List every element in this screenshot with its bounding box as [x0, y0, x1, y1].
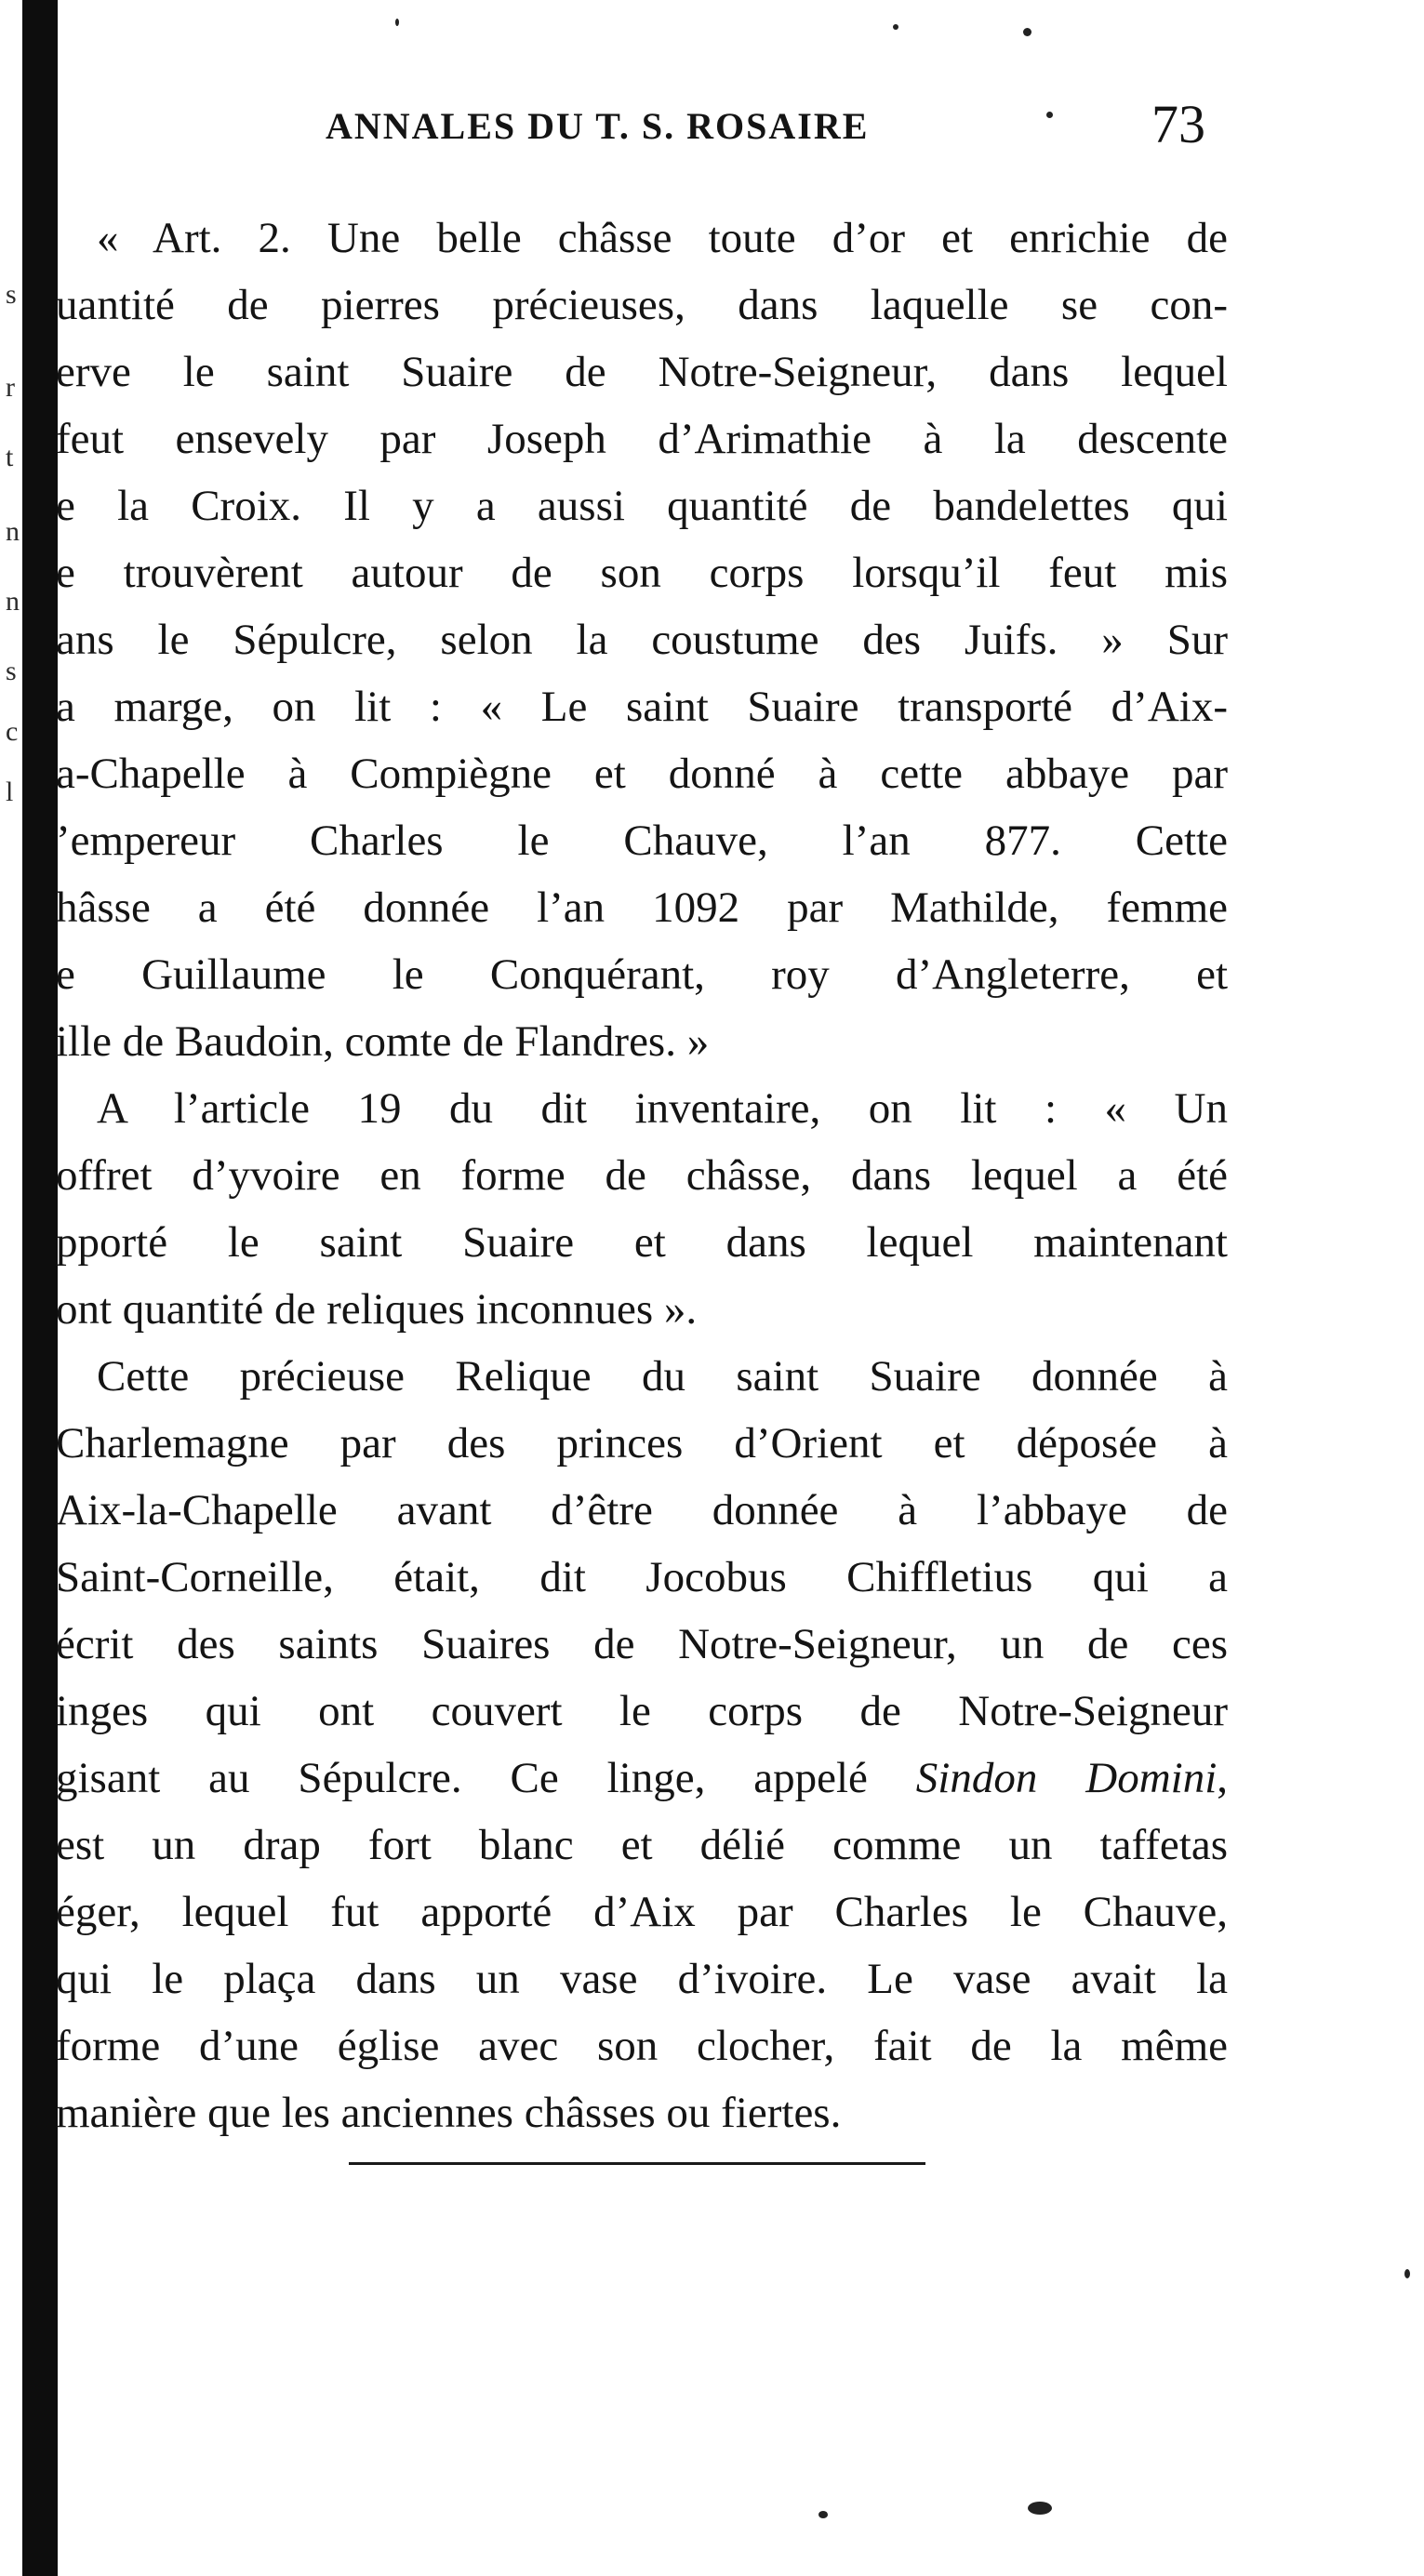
- text-line: [56, 740, 1228, 807]
- text-line-content: manière que les anciennes châsses ou fiertes.: [56, 2089, 842, 2137]
- text-line-content: écrit des saints Suaires de Notre-Seigneur, un de ces: [56, 1620, 1228, 1668]
- text-line-content: A l’article 19 du dit inventaire, on lit : « Un: [97, 1084, 1228, 1133]
- text-line-content: e trouvèrent autour de son corps lorsqu’il feut mis: [56, 549, 1228, 597]
- text-line-tail: ,: [1217, 1754, 1228, 1802]
- text-line-content: ont quantité de reliques inconnues ».: [56, 1285, 698, 1334]
- text-line: [56, 472, 1228, 539]
- text-line-content: a-Chapelle à Compiègne et donné à cette abbaye par: [56, 750, 1228, 798]
- body-text: [56, 205, 1228, 2146]
- text-line: [56, 673, 1228, 740]
- text-line-content: éger, lequel fut apporté d’Aix par Charles le Chauve,: [56, 1888, 1228, 1936]
- margin-fragment: n: [6, 516, 20, 547]
- text-line-content: e la Croix. Il y a aussi quantité de bandelettes qui: [56, 482, 1228, 530]
- text-line: [56, 339, 1228, 405]
- margin-fragment: l: [6, 777, 14, 807]
- text-line-content: offret d’yvoire en forme de châsse, dans lequel a été: [56, 1151, 1228, 1200]
- text-line: [56, 405, 1228, 472]
- margin-fragment: s: [6, 656, 17, 686]
- text-line: [56, 1209, 1228, 1276]
- text-line-content: erve le saint Suaire de Notre-Seigneur, dans lequel: [56, 348, 1228, 396]
- margin-fragment: t: [6, 442, 14, 472]
- italic-phrase: Sindon Domini: [915, 1754, 1218, 1802]
- text-line-content: Aix-la-Chapelle avant d’être donnée à l’abbaye de: [56, 1486, 1228, 1534]
- text-line: [56, 1812, 1228, 1879]
- margin-fragment: s: [6, 279, 17, 310]
- text-line: [56, 2079, 1228, 2146]
- text-line-content: Cette précieuse Relique du saint Suaire donnée à: [97, 1352, 1228, 1401]
- text-line: [56, 606, 1228, 673]
- text-line: [56, 1075, 1228, 1142]
- text-line: [56, 1477, 1228, 1544]
- page-number: 73: [1151, 94, 1205, 154]
- text-line-content: ans le Sépulcre, selon la coustume des Juifs. » Sur: [56, 616, 1228, 664]
- text-line: [56, 1343, 1228, 1410]
- text-line: [56, 941, 1228, 1008]
- text-line-content: ille de Baudoin, comte de Flandres. »: [56, 1017, 710, 1066]
- text-line: [56, 205, 1228, 272]
- text-line-content: a marge, on lit : « Le saint Suaire transporté d’Aix-: [56, 683, 1228, 731]
- book-spine-shadow: [22, 0, 58, 2576]
- text-line-content: ’empereur Charles le Chauve, l’an 877. Cette: [56, 817, 1228, 865]
- text-line: [56, 874, 1228, 941]
- text-line: [56, 807, 1228, 874]
- text-line-content: uantité de pierres précieuses, dans laquelle se con-: [56, 281, 1228, 329]
- text-line: [56, 272, 1228, 339]
- margin-fragment: c: [6, 716, 19, 747]
- text-line: [56, 1678, 1228, 1745]
- text-line-content: gisant au Sépulcre. Ce linge, appelé: [56, 1754, 916, 1802]
- text-line: [56, 539, 1228, 606]
- text-line-content: inges qui ont couvert le corps de Notre-Seigneur: [56, 1687, 1228, 1735]
- text-line: [56, 1276, 1228, 1343]
- text-line: [56, 1544, 1228, 1611]
- text-line: [56, 1879, 1228, 1945]
- running-title: ANNALES DU T. S. ROSAIRE: [326, 105, 870, 147]
- section-end-rule: [349, 2162, 925, 2165]
- text-line-content: hâsse a été donnée l’an 1092 par Mathilde, femme: [56, 883, 1228, 932]
- text-line: [56, 1945, 1228, 2012]
- text-line-content: Saint-Corneille, était, dit Jocobus Chiffletius qui a: [56, 1553, 1228, 1601]
- text-line-content: e Guillaume le Conquérant, roy d’Angleterre, et: [56, 950, 1228, 999]
- page-header: [0, 93, 1424, 167]
- text-line-content: forme d’une église avec son clocher, fait de la même: [56, 2022, 1228, 2070]
- text-line-content: feut ensevely par Joseph d’Arimathie à la descente: [56, 415, 1228, 463]
- text-line: [56, 1611, 1228, 1678]
- text-line-content: est un drap fort blanc et délié comme un taffetas: [56, 1821, 1228, 1869]
- margin-fragment: n: [6, 586, 20, 617]
- text-line-content: « Art. 2. Une belle châsse toute d’or et enrichie de: [97, 214, 1228, 262]
- text-line: [56, 2012, 1228, 2079]
- text-line: [56, 1142, 1228, 1209]
- text-line-content: Charlemagne par des princes d’Orient et déposée à: [56, 1419, 1228, 1467]
- text-line-content: qui le plaça dans un vase d’ivoire. Le vase avait la: [56, 1955, 1228, 2003]
- text-line: [56, 1008, 1228, 1075]
- margin-fragment: r: [6, 372, 15, 403]
- text-line: [56, 1745, 1228, 1812]
- text-line-content: pporté le saint Suaire et dans lequel maintenant: [56, 1218, 1228, 1267]
- text-line: [56, 1410, 1228, 1477]
